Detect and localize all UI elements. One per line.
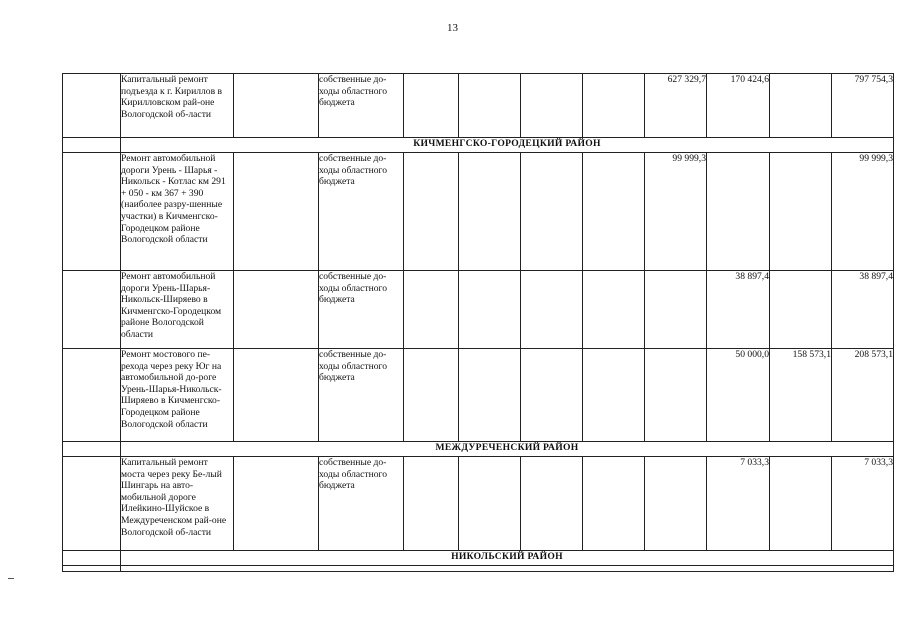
table-row [63, 457, 894, 551]
blank-cell [459, 153, 521, 271]
blank-cell [521, 74, 583, 138]
page-number: 13 [447, 22, 458, 34]
funding-source: собственные до-ходы областного бюджета [319, 74, 404, 138]
project-name: Капитальный ремонт моста через реку Бе-лый Шингарь на авто-мобильной дороге Илейкино-Шуйское в Междуреченском рай-оне Вологодской об-ласти [121, 457, 234, 551]
blank-cell [234, 153, 319, 271]
funding-source: собственные до-ходы областного бюджета [319, 457, 404, 551]
amount-3 [770, 153, 832, 271]
amount-2: 38 897,4 [707, 271, 770, 349]
blank-cell [63, 138, 121, 153]
blank-cell [521, 271, 583, 349]
district-row [63, 138, 894, 153]
amount-2 [707, 153, 770, 271]
amount-total: 797 754,3 [832, 74, 894, 138]
blank-cell [63, 153, 121, 271]
district-row [63, 551, 894, 566]
funding-source: собственные до-ходы областного бюджета [319, 153, 404, 271]
blank-cell [63, 566, 121, 572]
amount-3 [770, 74, 832, 138]
blank-cell [583, 153, 645, 271]
table-row [63, 271, 894, 349]
project-name: Ремонт мостового пе-рехода через реку Юг на автомобильной до-роге Урень-Шарья-Никольск-Ширяево в Кичменгско-Городецком районе Вологодской области [121, 349, 234, 442]
amount-1 [645, 271, 707, 349]
funding-source: собственные до-ходы областного бюджета [319, 349, 404, 442]
amount-3: 158 573,1 [770, 349, 832, 442]
amount-total: 38 897,4 [832, 271, 894, 349]
table-row [63, 153, 894, 271]
blank-cell [521, 349, 583, 442]
blank-cell [234, 457, 319, 551]
project-name: Ремонт автомобильной дороги Урень-Шарья-Никольск-Ширяево в Кичменгско-Городецком районе Вологодской области [121, 271, 234, 349]
amount-3 [770, 271, 832, 349]
blank-cell [63, 457, 121, 551]
blank-cell [234, 74, 319, 138]
blank-cell [63, 442, 121, 457]
blank-cell [583, 349, 645, 442]
funding-source: собственные до-ходы областного бюджета [319, 271, 404, 349]
amount-2: 7 033,3 [707, 457, 770, 551]
blank-cell [63, 349, 121, 442]
district-heading: НИКОЛЬСКИЙ РАЙОН [121, 551, 894, 566]
amount-total: 7 033,3 [832, 457, 894, 551]
blank-cell [63, 74, 121, 138]
amount-3 [770, 457, 832, 551]
district-heading: МЕЖДУРЕЧЕНСКИЙ РАЙОН [121, 442, 894, 457]
district-row [63, 442, 894, 457]
budget-table [62, 73, 894, 572]
blank-cell [521, 153, 583, 271]
amount-2: 170 424,6 [707, 74, 770, 138]
blank-cell [234, 349, 319, 442]
blank-cell [63, 551, 121, 566]
blank-cell [583, 74, 645, 138]
amount-total: 99 999,3 [832, 153, 894, 271]
blank-cell [459, 457, 521, 551]
blank-cell [63, 271, 121, 349]
table-row [63, 566, 894, 572]
project-name: Капитальный ремонт подъезда к г. Кириллов в Кирилловском рай-оне Вологодской об-ласти [121, 74, 234, 138]
blank-cell [459, 349, 521, 442]
amount-1 [645, 457, 707, 551]
blank-cell [404, 74, 459, 138]
blank-cell [459, 271, 521, 349]
amount-total: 208 573,1 [832, 349, 894, 442]
blank-cell [234, 271, 319, 349]
blank-cell [404, 349, 459, 442]
blank-cell [583, 457, 645, 551]
margin-mark [8, 578, 14, 579]
project-name: Ремонт автомобильной дороги Урень - Шарья - Никольск - Котлас км 291 + 050 - км 367 + 390 (наиболее разру-шенные участки) в Кичменгско-Городецком районе Вологодской области [121, 153, 234, 271]
blank-cell [121, 566, 894, 572]
amount-2: 50 000,0 [707, 349, 770, 442]
amount-1: 627 329,7 [645, 74, 707, 138]
blank-cell [404, 271, 459, 349]
blank-cell [404, 457, 459, 551]
blank-cell [459, 74, 521, 138]
amount-1 [645, 349, 707, 442]
blank-cell [583, 271, 645, 349]
amount-1: 99 999,3 [645, 153, 707, 271]
blank-cell [521, 457, 583, 551]
table-row [63, 349, 894, 442]
district-heading: КИЧМЕНГСКО-ГОРОДЕЦКИЙ РАЙОН [121, 138, 894, 153]
blank-cell [404, 153, 459, 271]
table-row [63, 74, 894, 138]
